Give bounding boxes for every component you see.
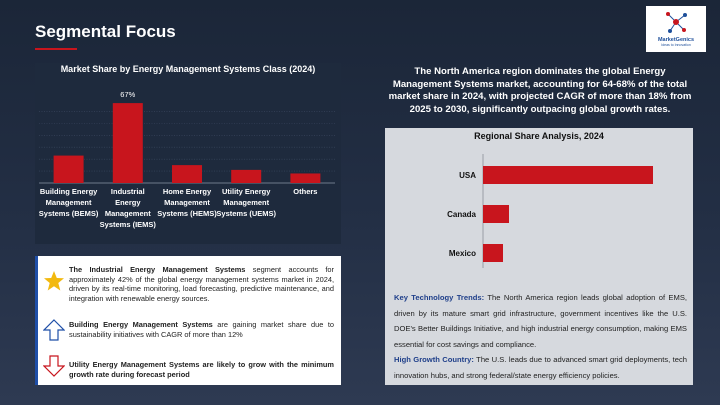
arrow-up-icon — [43, 319, 65, 341]
category-label: Utility Energy — [222, 187, 271, 196]
logo-name: MarketGenics — [657, 37, 695, 43]
growth-country-label: High Growth Country: — [394, 355, 474, 365]
bar-2 — [113, 103, 143, 183]
growth-country-text: The U.S. leads due to advanced smart grid deployments, tech innovation hubs, and strong federal/state energy efficiency policies. — [394, 355, 687, 380]
segment-bar-chart — [35, 63, 341, 244]
region-label: Canada — [447, 210, 476, 219]
insight-item-bems — [69, 320, 334, 339]
category-label: Systems (UEMS) — [216, 209, 277, 218]
title-underline — [35, 48, 77, 50]
category-label: Energy — [115, 198, 141, 207]
data-label: 67% — [120, 90, 136, 100]
logo-network-icon — [646, 6, 706, 36]
insight-uems-bold: Utility Energy Management Systems are likely to grow with the minimum growth rate during forecast period — [69, 360, 334, 379]
logo — [646, 6, 706, 52]
category-label: Building Energy — [39, 187, 98, 196]
category-label: Management — [104, 209, 151, 218]
region-bar-1 — [483, 166, 653, 184]
insight-item-iems — [69, 265, 334, 303]
insight-iems-text: segment accounts for approximately 42% of the global energy management systems market in 2024, driven by its real-time monitoring, load forecasting, predictive maintenance, and integration with renewable energy sources. — [69, 265, 335, 303]
trends-text — [394, 290, 687, 384]
category-label: Home Energy — [162, 187, 212, 196]
region-bar-3 — [483, 244, 503, 262]
star-icon — [43, 270, 65, 292]
insights-panel — [35, 256, 341, 385]
region-label: USA — [459, 171, 476, 180]
regional-chart-title: Regional Share Analysis, 2024 — [474, 131, 604, 141]
insight-bems-bold: Building Energy Management Systems — [69, 320, 213, 329]
segment-chart-title: Market Share by Energy Management Systems Class (2024) — [60, 64, 316, 74]
insight-bems-text: are gaining market share due to sustainability initiatives with CAGR of more than 12% — [69, 320, 334, 339]
category-label: Systems (IEMS) — [99, 220, 156, 229]
insights-accent-bar — [35, 256, 38, 385]
category-label: Management — [223, 198, 270, 207]
bar-5 — [290, 173, 320, 183]
insight-iems-bold: The Industrial Energy Management Systems — [69, 265, 246, 274]
bar-3 — [172, 165, 202, 183]
category-label: Management — [45, 198, 92, 207]
category-label: Others — [293, 187, 318, 196]
region-headline: The North America region dominates the global Energy Management Systems market, accounting for 64-68% of the total market share in 2024, with projected CAGR of more than 18% from 2025 to 2030, significantly outpacing global growth rates. — [388, 66, 692, 115]
region-label: Mexico — [448, 249, 476, 258]
region-bar-2 — [483, 205, 509, 223]
arrow-down-icon — [43, 355, 65, 377]
category-label: Management — [164, 198, 210, 207]
insight-item-uems — [69, 360, 334, 379]
page-title: Segmental Focus — [35, 22, 176, 41]
category-label: Industrial — [110, 187, 145, 196]
category-label: Systems (BEMS) — [38, 209, 99, 218]
key-trends-label: Key Technology Trends: — [394, 293, 485, 302]
regional-bar-chart — [385, 128, 693, 278]
bar-4 — [231, 170, 261, 183]
logo-tagline: Ideas to Innovation — [661, 43, 691, 47]
category-label: Systems (HEMS) — [157, 209, 217, 218]
bar-1 — [54, 156, 84, 183]
key-trends-text: The North America region leads global adoption of EMS, driven by its mature smart grid infrastructure, government incentives like the U.S. DOE's Better Buildings Initiative, and high industrial energy consumption, making EMS essential for cost savings and compliance. — [394, 293, 687, 349]
